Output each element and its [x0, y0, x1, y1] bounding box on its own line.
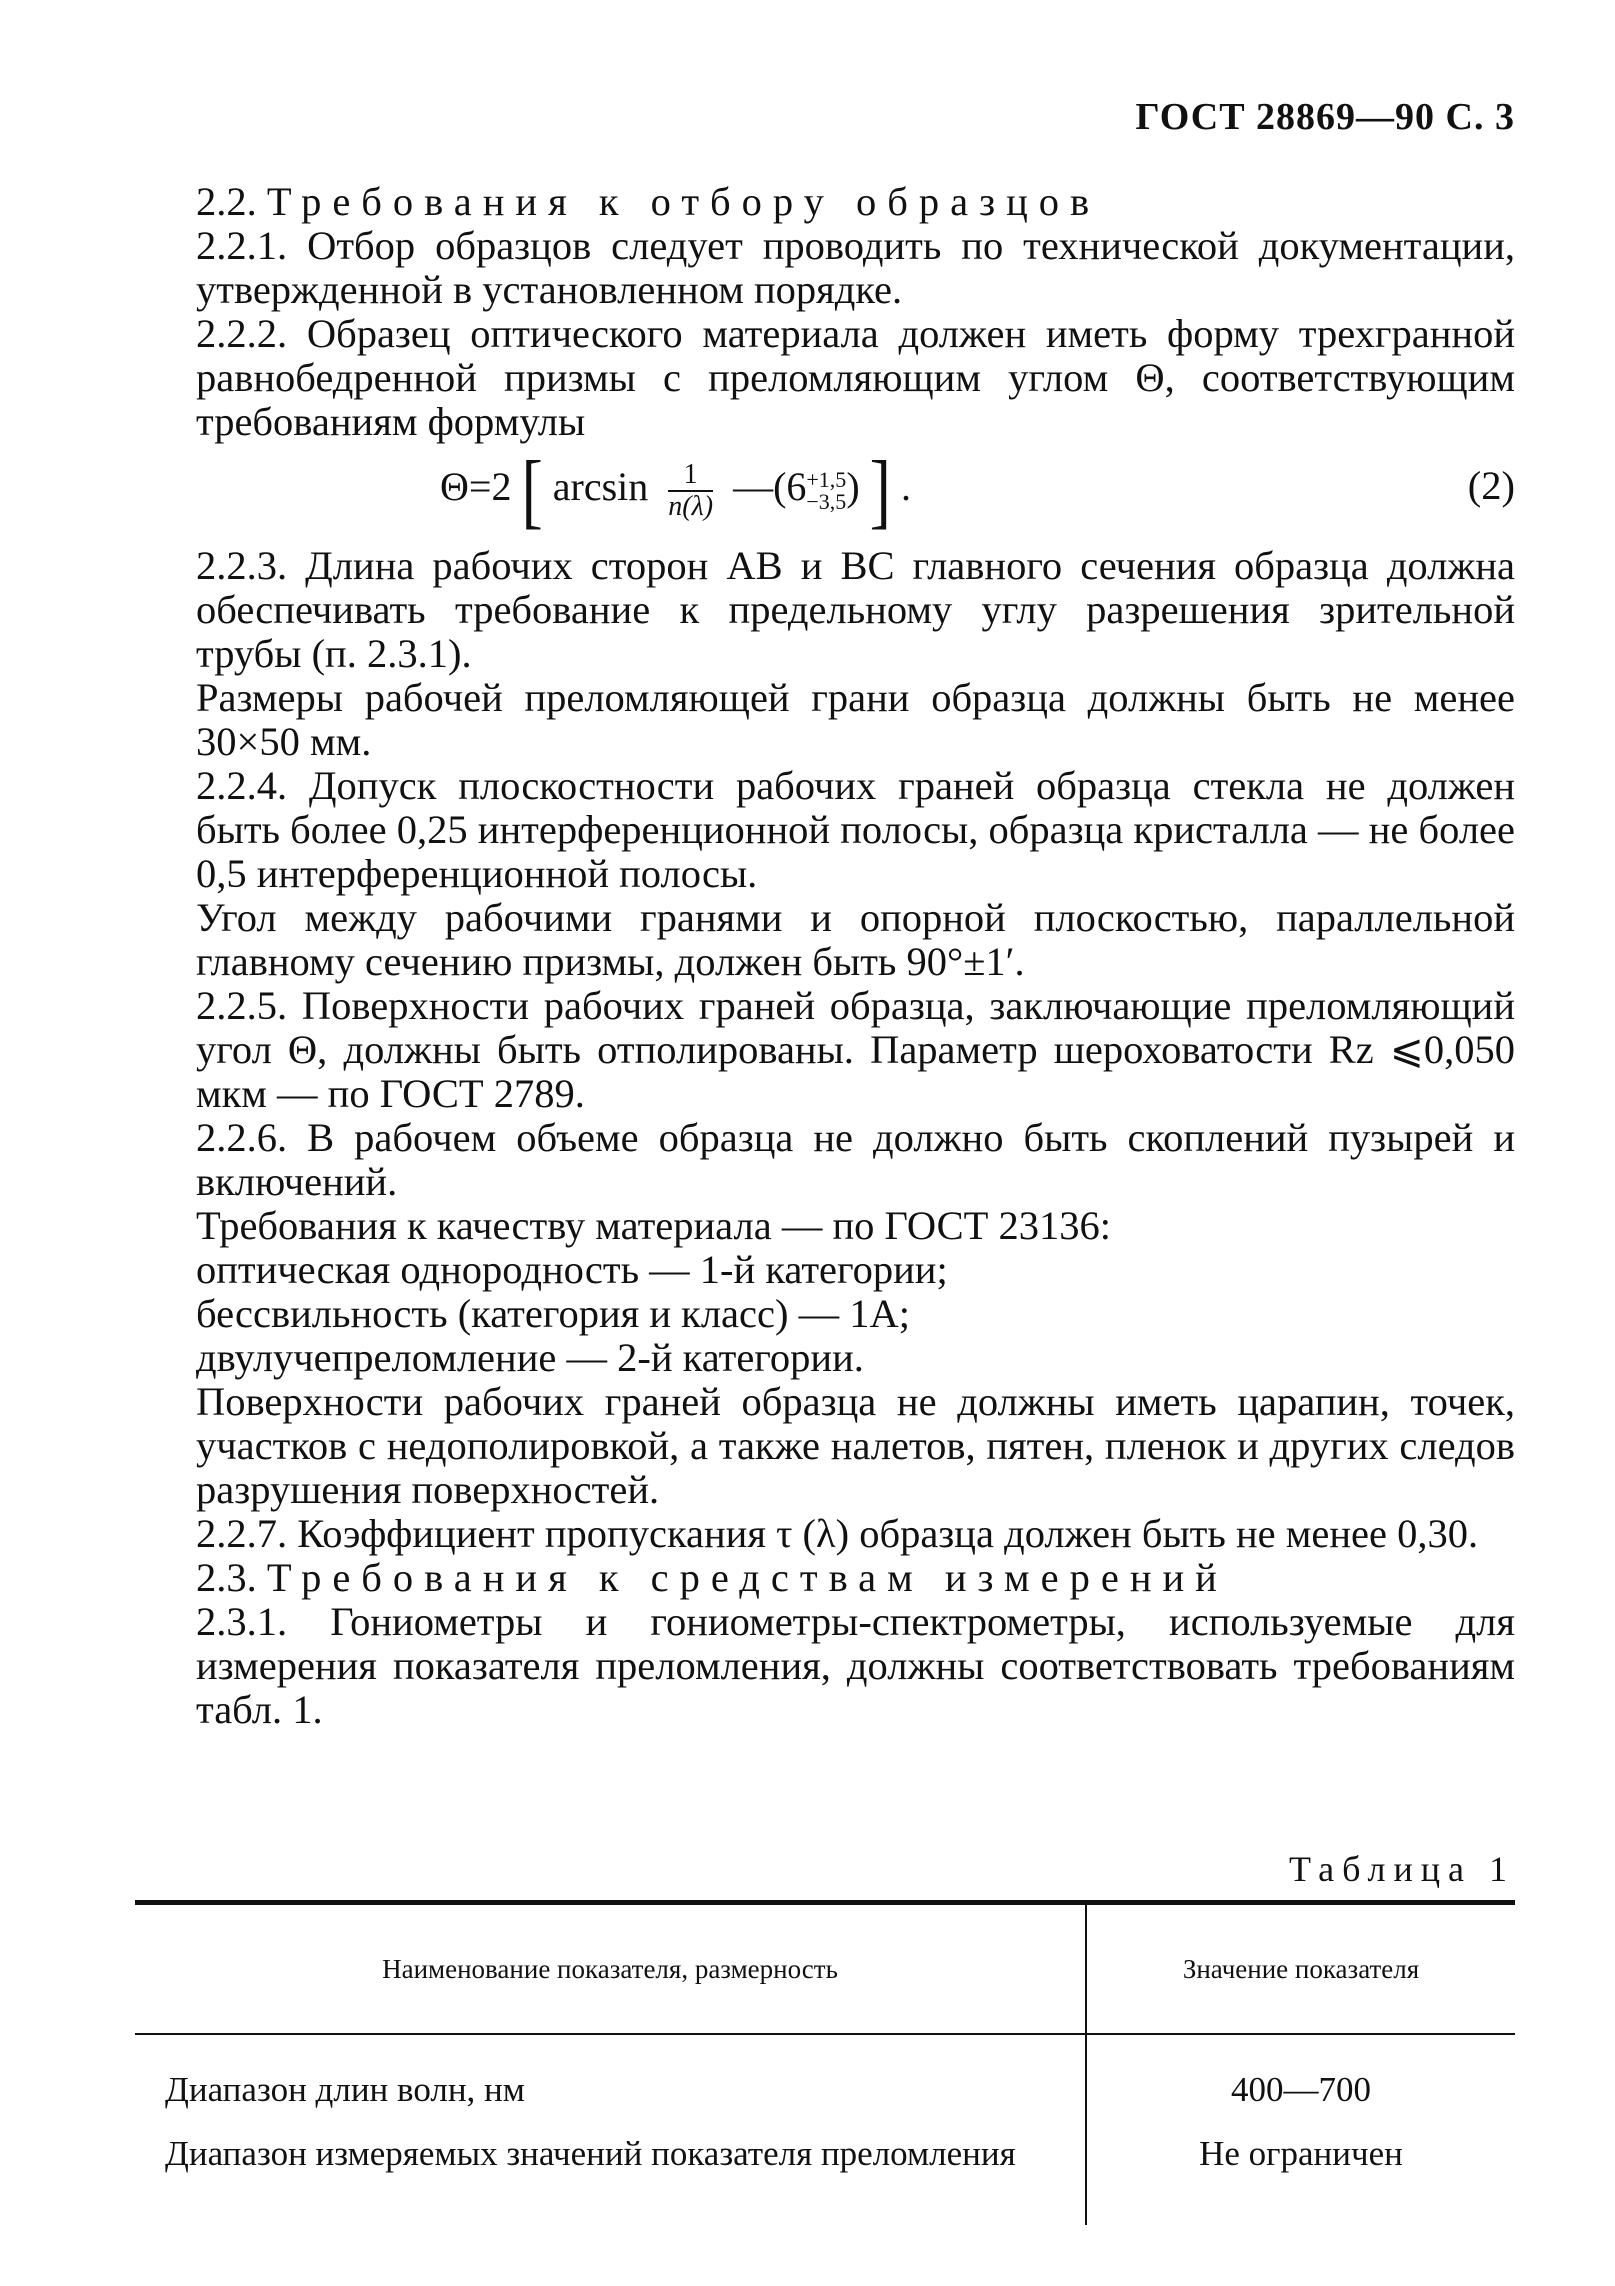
table-header-row: [135, 1903, 1515, 2035]
table-title: Таблица 1: [1289, 1849, 1515, 1889]
paragraph-2-2-6: 2.2.6. В рабочем объеме образца не должно быть скоплений пузырей и включений.: [196, 1115, 1515, 1204]
table-row: [135, 2034, 1515, 2119]
list-item-homogeneity: оптическая однородность — 1-й категории;: [196, 1247, 948, 1292]
section-heading-2-3: [135, 1556, 1515, 1600]
paragraph-2-2-7: 2.2.7. Коэффициент пропускания τ (λ) образца должен быть не менее 0,30.: [196, 1511, 1479, 1556]
paragraph-2-2-5: 2.2.5. Поверхности рабочих граней образца, заключающие преломляющий угол Θ, должны быть отполированы. Параметр шероховатости Rz ⩽0,050 мкм — по ГОСТ 2789.: [196, 983, 1515, 1116]
formula-lhs: Θ=2: [440, 464, 512, 510]
formula-2: [135, 444, 1515, 540]
page-header: ГОСТ 28869—90 С. 3: [1135, 96, 1515, 138]
paragraph-2-2-3: 2.2.3. Длина рабочих сторон AB и BC главного сечения образца должна обеспечивать требование к предельному углу разрешения зрительной трубы (п. 2.3.1).: [196, 543, 1515, 676]
paragraph-2-2-6-f: Поверхности рабочих граней образца не должны иметь царапин, точек, участков с недополировкой, а также налетов, пятен, пленок и других следов разрушения поверхностей.: [196, 1379, 1515, 1512]
table-cell: 400—700: [1231, 2070, 1371, 2109]
section-number: 2.3.: [196, 1555, 257, 1600]
right-bracket-icon: ]: [869, 444, 891, 537]
fraction-numerator: 1: [668, 460, 713, 492]
paragraph-2-2-3-b: Размеры рабочей преломляющей грани образца должны быть не менее 30×50 мм.: [196, 675, 1515, 764]
table-cell: Не ограничен: [1199, 2134, 1403, 2173]
tolerance-upper: +1,5: [806, 467, 847, 492]
tolerance-lower: −3,5: [806, 489, 847, 514]
table-1: [135, 1900, 1515, 2225]
formula-minus-term: —(6: [733, 464, 807, 510]
table-header-cell: Наименование показателя, размерность: [135, 1903, 1086, 2035]
formula-func: arcsin: [552, 464, 649, 510]
formula-end: .: [900, 464, 911, 510]
paragraph-2-2-2: 2.2.2. Образец оптического материала должен иметь форму трехгранной равнобедренной призмы с преломляющим углом Θ, соответствующим требованиям формулы: [196, 311, 1515, 444]
list-item-birefringence: двулучепреломление — 2-й категории.: [196, 1335, 864, 1380]
section-title: Требования к отбору образцов: [266, 179, 1101, 224]
paragraph-2-2-4: 2.2.4. Допуск плоскостности рабочих граней образца стекла не должен быть более 0,25 интерференционной полосы, образца кристалла — не более 0,5 интерференционной полосы.: [196, 763, 1515, 896]
formula-fraction: [668, 460, 713, 522]
formula-expression: [440, 444, 911, 537]
section-title: Требования к средствам измерений: [266, 1555, 1228, 1600]
section-number: 2.2.: [196, 179, 257, 224]
paragraph-2-2-1: 2.2.1. Отбор образцов следует проводить по технической документации, утвержденной в установленном порядке.: [196, 223, 1515, 312]
left-bracket-icon: [: [521, 444, 543, 537]
table-row: [135, 2119, 1515, 2225]
table-cell: Диапазон длин волн, нм: [135, 2034, 1086, 2119]
formula-close-paren: ): [846, 464, 860, 510]
fraction-denominator: n(λ): [668, 491, 714, 522]
table-header-cell: Значение показателя: [1086, 1903, 1515, 2035]
paragraph-2-2-6-b: Требования к качеству материала — по ГОСТ 23136:: [196, 1203, 1112, 1248]
list-item-striae: бессвильность (категория и класс) — 1А;: [196, 1291, 910, 1336]
document-body: [135, 180, 1515, 1732]
equation-number: (2): [1467, 463, 1515, 508]
section-heading-2-2: [135, 180, 1515, 224]
formula-tolerance: [806, 469, 846, 513]
paragraph-2-2-4-b: Угол между рабочими гранями и опорной плоскостью, параллельной главному сечению призмы, должен быть 90°±1′.: [196, 895, 1515, 984]
paragraph-2-3-1: 2.3.1. Гониометры и гониометры-спектрометры, используемые для измерения показателя преломления, должны соответствовать требованиям табл. 1.: [196, 1599, 1515, 1732]
table-cell: Диапазон измеряемых значений показателя преломления: [135, 2119, 1086, 2225]
